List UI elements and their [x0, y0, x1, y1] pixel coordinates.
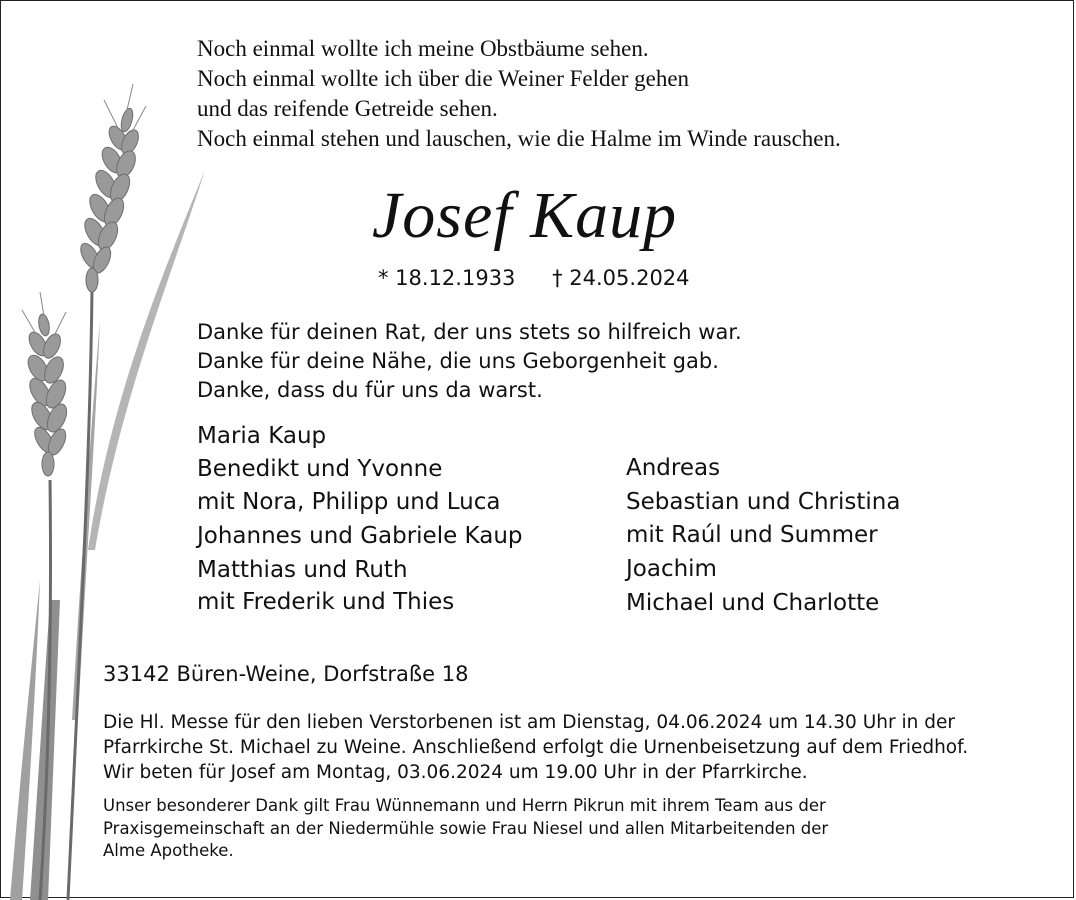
mourner-entry: Michael und Charlotte — [626, 590, 880, 616]
mourner-entry: mit Nora, Philipp und Luca — [197, 489, 501, 515]
thanks-line: Danke für deinen Rat, der uns stets so hilfreich war. — [197, 320, 742, 344]
closing-line: Unser besonderer Dank gilt Frau Wünnemann und Herrn Pikrun mit ihrem Team aus der — [103, 796, 826, 815]
thanks-line: Danke, dass du für uns da warst. — [197, 378, 543, 402]
mourner-entry: Benedikt und Yvonne — [197, 456, 443, 482]
mourners-left-column — [197, 420, 523, 618]
service-info — [103, 710, 968, 785]
poem-line: Noch einmal stehen und lauschen, wie die Halme im Winde rauschen. — [197, 126, 841, 151]
life-dates — [378, 266, 690, 290]
service-line: Die Hl. Messe für den lieben Verstorbenen ist am Dienstag, 04.06.2024 um 14.30 Uhr in der — [103, 712, 955, 733]
poem-line: und das reifende Getreide sehen. — [197, 96, 498, 121]
thanks-line: Danke für deine Nähe, die uns Geborgenheit gab. — [197, 349, 719, 373]
mourner-entry: Andreas — [626, 455, 721, 481]
mourner-entry: Maria Kaup — [197, 423, 327, 449]
mourner-entry: Johannes und Gabriele Kaup — [197, 523, 523, 549]
mourner-entry: mit Frederik und Thies — [197, 589, 455, 615]
address: 33142 Büren-Weine, Dorfstraße 18 — [103, 662, 469, 686]
deceased-name: Josef Kaup — [372, 179, 678, 252]
poem-line: Noch einmal wollte ich meine Obstbäume sehen. — [197, 36, 649, 61]
thanks-verse — [197, 318, 742, 405]
poem — [197, 34, 841, 154]
service-line: Wir beten für Josef am Montag, 03.06.2024 um 19.00 Uhr in der Pfarrkirche. — [103, 762, 808, 783]
closing-thanks — [103, 795, 828, 863]
mourners-right-column — [626, 452, 900, 620]
death-date: † 24.05.2024 — [552, 266, 690, 290]
service-line: Pfarrkirche St. Michael zu Weine. Anschließend erfolgt die Urnenbeisetzung auf dem Friedhof. — [103, 737, 969, 758]
mourner-entry: Joachim — [626, 556, 717, 582]
poem-line: Noch einmal wollte ich über die Weiner Felder gehen — [197, 66, 690, 91]
birth-date: * 18.12.1933 — [378, 266, 516, 290]
mourner-entry: Matthias und Ruth — [197, 557, 408, 583]
closing-line: Praxisgemeinschaft an der Niedermühle sowie Frau Niesel und allen Mitarbeitenden der — [103, 818, 829, 838]
mourner-entry: Sebastian und Christina — [626, 489, 901, 515]
closing-line: Alme Apotheke. — [103, 841, 234, 860]
mourner-entry: mit Raúl und Summer — [626, 522, 878, 548]
